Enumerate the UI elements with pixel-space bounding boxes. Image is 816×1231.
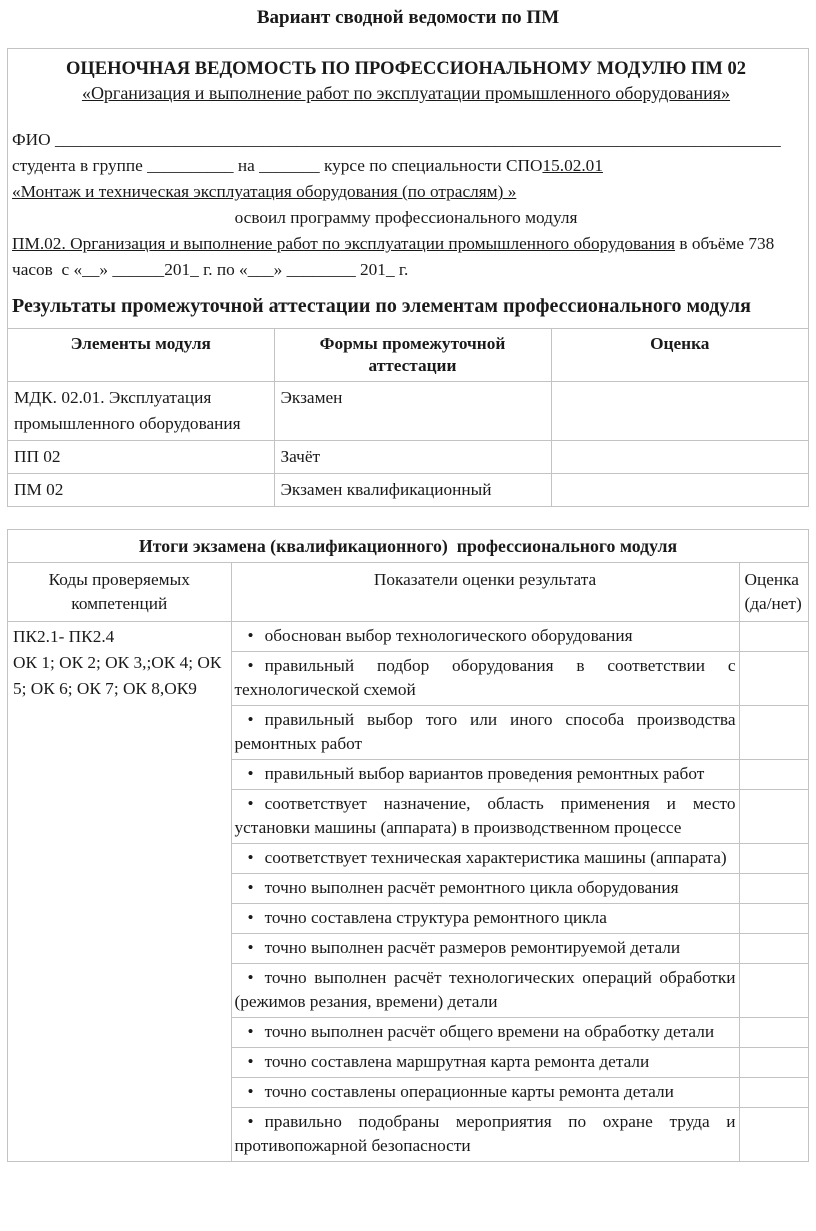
- grade-cell: [739, 1048, 808, 1078]
- grade-cell: [739, 706, 808, 760]
- bullet-icon: •: [247, 968, 254, 987]
- indicator-cell: [231, 904, 739, 934]
- results-grade-cell: [551, 382, 808, 441]
- group-line-text2: на: [237, 156, 255, 175]
- speciality-name: «Монтаж и техническая эксплуатация оборудования (по отраслям) »: [12, 182, 517, 201]
- results-table-header-row: [8, 329, 808, 382]
- bullet-icon: •: [247, 626, 254, 645]
- results-grade-cell: [551, 441, 808, 474]
- results-header-form: Формы промежуточной аттестации: [274, 329, 551, 382]
- indicator-text: правильный выбор вариантов проведения ремонтных работ: [264, 764, 705, 783]
- page-title: Вариант сводной ведомости по ПМ: [256, 7, 560, 28]
- assessment-sheet-section: [7, 48, 809, 507]
- exam-header-indicators: Показатели оценки результата: [231, 563, 739, 622]
- bullet-icon: •: [247, 938, 254, 957]
- results-table-row: [8, 474, 808, 507]
- indicator-text: точно выполнен расчёт общего времени на обработку детали: [264, 1022, 715, 1041]
- fio-line: [12, 127, 800, 153]
- bullet-icon: •: [247, 1082, 254, 1101]
- sheet-subheading-text: «Организация и выполнение работ по эксплуатации промышленного оборудования»: [81, 83, 731, 103]
- indicator-text: соответствует назначение, область применения и место установки машины (аппарата) в производственном процессе: [234, 794, 736, 837]
- indicator-cell: [231, 934, 739, 964]
- indicator-text: соответствует техническая характеристика машины (аппарата): [264, 848, 727, 867]
- grade-cell: [739, 652, 808, 706]
- bullet-icon: •: [247, 794, 254, 813]
- results-grade-cell: [551, 474, 808, 507]
- competency-codes-cell: [8, 622, 231, 1162]
- sheet-header-block: [8, 49, 808, 329]
- grade-cell: [739, 934, 808, 964]
- results-element-cell: ПП 02: [8, 441, 274, 474]
- indicator-text: правильно подобраны мероприятия по охране труда и противопожарной безопасности: [234, 1112, 736, 1155]
- results-table-row: [8, 441, 808, 474]
- exam-results-section: [7, 529, 809, 1162]
- indicator-text: точно составлена маршрутная карта ремонта детали: [264, 1052, 650, 1071]
- speciality-line: [12, 179, 800, 205]
- indicator-text: точно выполнен расчёт размеров ремонтируемой детали: [264, 938, 681, 957]
- bullet-icon: •: [247, 764, 254, 783]
- results-form-cell: Экзамен квалификационный: [274, 474, 551, 507]
- indicator-cell: [231, 652, 739, 706]
- indicator-cell: [231, 706, 739, 760]
- bullet-icon: •: [247, 1022, 254, 1041]
- bullet-icon: •: [247, 848, 254, 867]
- indicator-cell: [231, 1108, 739, 1162]
- bullet-icon: •: [247, 1112, 254, 1131]
- exam-header-codes: Коды проверяемых компетенций: [8, 563, 231, 622]
- indicator-cell: [231, 1018, 739, 1048]
- module-volume: в объёме 738 часов с «__» ______201_ г. по «___» ________ 201_ г.: [12, 234, 783, 279]
- grade-cell: [739, 1108, 808, 1162]
- exam-table: [8, 563, 808, 1161]
- module-name: ПМ.02. Организация и выполнение работ по эксплуатации промышленного оборудования: [12, 234, 676, 253]
- exam-heading: Итоги экзамена (квалификационного) профессионального модуля: [8, 530, 808, 563]
- results-element-cell: ПМ 02: [8, 474, 274, 507]
- bullet-icon: •: [247, 878, 254, 897]
- indicator-cell: [231, 964, 739, 1018]
- grade-cell: [739, 1018, 808, 1048]
- mastered-line: освоил программу профессионального модуля: [234, 208, 578, 227]
- exam-table-header-row: [8, 563, 808, 622]
- bullet-icon: •: [247, 656, 254, 675]
- grade-cell: [739, 904, 808, 934]
- grade-cell: [739, 622, 808, 652]
- indicator-text: точно выполнен расчёт технологических операций обработки (режимов резания, времени) детали: [234, 968, 736, 1011]
- sheet-heading: ОЦЕНОЧНАЯ ВЕДОМОСТЬ ПО ПРОФЕССИОНАЛЬНОМУ МОДУЛЮ ПМ 02: [66, 59, 746, 79]
- bullet-icon: •: [247, 908, 254, 927]
- course-blank: _______: [259, 156, 320, 175]
- indicator-cell: [231, 760, 739, 790]
- module-line: [12, 231, 800, 283]
- indicator-text: точно составлены операционные карты ремонта детали: [264, 1082, 674, 1101]
- competency-codes-text: ОК 1; ОК 2; ОК 3,;ОК 4; ОК 5; ОК 6; ОК 7; ОК 8,ОК9: [13, 653, 222, 698]
- sheet-subheading: [12, 81, 800, 106]
- indicator-text: точно выполнен расчёт ремонтного цикла оборудования: [264, 878, 679, 897]
- indicator-cell: [231, 790, 739, 844]
- group-line-text1: студента в группе: [12, 156, 143, 175]
- indicator-text: правильный подбор оборудования в соответствии с технологической схемой: [234, 656, 736, 699]
- grade-cell: [739, 964, 808, 1018]
- bullet-icon: •: [247, 1052, 254, 1071]
- group-blank: __________: [147, 156, 234, 175]
- indicator-text: точно составлена структура ремонтного цикла: [264, 908, 607, 927]
- exam-table-row: [8, 622, 808, 652]
- results-form-cell: Экзамен: [274, 382, 551, 441]
- results-table-row: [8, 382, 808, 441]
- indicator-cell: [231, 844, 739, 874]
- speciality-code: 15.02.01: [542, 156, 603, 175]
- indicator-cell: [231, 622, 739, 652]
- exam-header-grade: Оценка (да/нет): [739, 563, 808, 622]
- grade-cell: [739, 844, 808, 874]
- results-header-grade: Оценка: [551, 329, 808, 382]
- results-element-cell: МДК. 02.01. Эксплуатация промышленного оборудования: [8, 382, 274, 441]
- results-heading: Результаты промежуточной аттестации по элементам профессионального модуля: [12, 295, 751, 317]
- indicator-text: правильный выбор того или иного способа производства ремонтных работ: [234, 710, 736, 753]
- grade-cell: [739, 1078, 808, 1108]
- indicator-text: обоснован выбор технологического оборудования: [264, 626, 633, 645]
- bullet-icon: •: [247, 710, 254, 729]
- results-header-element: Элементы модуля: [8, 329, 274, 382]
- grade-cell: [739, 874, 808, 904]
- fio-blank: ____________________________________________________________________________________: [54, 130, 781, 149]
- grade-cell: [739, 760, 808, 790]
- results-table-rows: [8, 382, 808, 507]
- fio-label: ФИО: [12, 130, 51, 149]
- results-table: [8, 329, 808, 506]
- grade-cell: [739, 790, 808, 844]
- indicator-cell: [231, 1078, 739, 1108]
- competency-codes-text: ПК2.1- ПК2.4: [13, 627, 115, 646]
- indicator-cell: [231, 1048, 739, 1078]
- results-form-cell: Зачёт: [274, 441, 551, 474]
- group-line-text3: курсе по специальности СПО: [323, 156, 543, 175]
- group-line: [12, 153, 800, 179]
- exam-table-rows: [8, 622, 808, 1162]
- indicator-cell: [231, 874, 739, 904]
